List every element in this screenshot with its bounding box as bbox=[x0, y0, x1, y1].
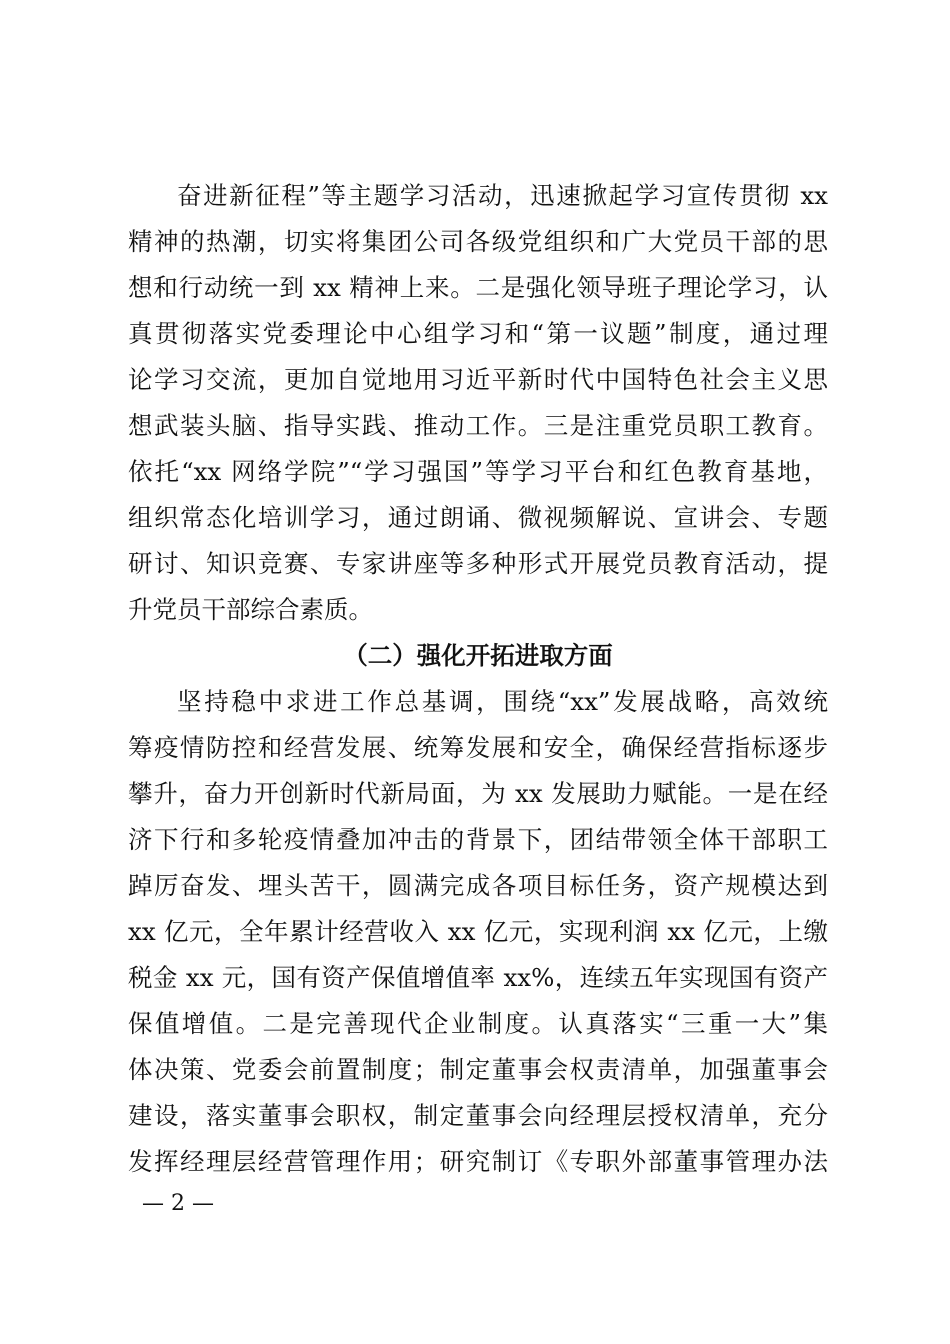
paragraph-line: 想武装头脑、指导实践、推动工作。三是注重党员职工教育。 bbox=[128, 411, 828, 440]
paragraph-line: 组织常态化培训学习，通过朗诵、微视频解说、宣讲会、专题 bbox=[128, 503, 828, 532]
paragraph-line: 发挥经理层经营管理作用；研究制订《专职外部董事管理办法 bbox=[128, 1147, 828, 1176]
section-heading: （二）强化开拓进取方面 bbox=[343, 641, 613, 670]
page-number: — 2 — bbox=[142, 1191, 214, 1216]
paragraph-line: 体决策、党委会前置制度；制定董事会权责清单，加强董事会 bbox=[128, 1055, 828, 1084]
paragraph-line: 保值增值。二是完善现代企业制度。认真落实“三重一大”集 bbox=[128, 1009, 828, 1038]
paragraph-line: 精神的热潮，切实将集团公司各级党组织和广大党员干部的思 bbox=[128, 227, 828, 256]
paragraph-line: 攀升，奋力开创新时代新局面，为 xx 发展助力赋能。一是在经 bbox=[128, 779, 828, 808]
paragraph-line: 济下行和多轮疫情叠加冲击的背景下，团结带领全体干部职工 bbox=[128, 825, 828, 854]
paragraph-line: 真贯彻落实党委理论中心组学习和“第一议题”制度，通过理 bbox=[128, 319, 828, 348]
paragraph-line: 税金 xx 元，国有资产保值增值率 xx%，连续五年实现国有资产 bbox=[128, 963, 828, 992]
paragraph-line: 论学习交流，更加自觉地用习近平新时代中国特色社会主义思 bbox=[128, 365, 828, 394]
paragraph-line: 坚持稳中求进工作总基调，围绕“xx”发展战略，高效统 bbox=[177, 687, 828, 716]
paragraph-line: 建设，落实董事会职权，制定董事会向经理层授权清单，充分 bbox=[128, 1101, 828, 1130]
paragraph-line: 想和行动统一到 xx 精神上来。二是强化领导班子理论学习，认 bbox=[128, 273, 828, 302]
paragraph-line: 踔厉奋发、埋头苦干，圆满完成各项目标任务，资产规模达到 bbox=[128, 871, 828, 900]
paragraph-line: 筹疫情防控和经营发展、统筹发展和安全，确保经营指标逐步 bbox=[128, 733, 828, 762]
paragraph-line: 奋进新征程”等主题学习活动，迅速掀起学习宣传贯彻 xx bbox=[177, 181, 828, 210]
paragraph-line: xx 亿元，全年累计经营收入 xx 亿元，实现利润 xx 亿元，上缴 bbox=[128, 917, 828, 946]
paragraph-line: 升党员干部综合素质。 bbox=[128, 595, 373, 624]
paragraph-line: 研讨、知识竞赛、专家讲座等多种形式开展党员教育活动，提 bbox=[128, 549, 828, 578]
paragraph-line: 依托“xx 网络学院”“学习强国”等学习平台和红色教育基地， bbox=[128, 457, 828, 486]
